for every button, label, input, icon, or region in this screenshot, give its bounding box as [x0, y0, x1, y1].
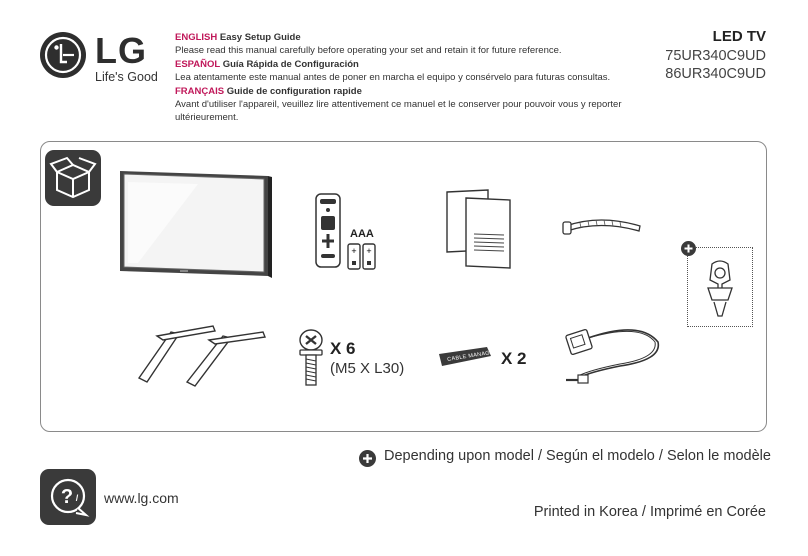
model-note: Depending upon model / Según el modelo / Selon le modèle	[384, 448, 771, 464]
model-number: 75UR340C9UD	[665, 48, 766, 64]
screw-quantity: X 6	[330, 339, 356, 358]
intro-spanish	[175, 58, 635, 84]
svg-text:+: +	[366, 246, 372, 256]
tv-illustration	[118, 168, 273, 283]
lang-code: ESPAÑOL	[175, 59, 221, 70]
cable-management-label: CABLE MANAGEMENT	[446, 347, 511, 363]
screw-spec: (M5 X L30)	[330, 360, 405, 377]
printed-in: Printed in Korea / Imprimé en Corée	[533, 504, 766, 520]
svg-text:/: /	[75, 493, 79, 503]
open-box-icon	[45, 150, 101, 206]
intro-text: Please read this manual carefully before operating your set and retain it for future reference.	[175, 45, 562, 56]
svg-text:?: ?	[60, 486, 74, 508]
cable-management-quantity: X 2	[501, 349, 527, 368]
manual-illustration	[444, 188, 516, 270]
lg-logo-text: LG	[95, 30, 147, 71]
product-type: LED TV	[712, 28, 766, 45]
package-box-tile	[45, 150, 101, 206]
intro-text: Avant d'utiliser l'appareil, veuillez lire attentivement ce manuel et le conserver pour pouvoir vous y reporter ultérieurement.	[175, 99, 622, 123]
intro-english	[175, 31, 635, 57]
cable-holder-illustration	[700, 258, 740, 320]
lang-code: ENGLISH	[175, 32, 218, 43]
svg-text:+: +	[351, 246, 357, 256]
model-number: 86UR340C9UD	[665, 66, 766, 82]
av-cable-illustration	[560, 320, 665, 390]
cable-tie-illustration	[560, 212, 645, 240]
stand-illustration	[137, 318, 267, 398]
guide-title: Guide de configuration rapide	[226, 86, 362, 97]
intro-text: Lea atentamente este manual antes de poner en marcha el equipo y consérvelo para futuras consultas.	[175, 72, 611, 83]
plus-icon	[681, 241, 696, 256]
battery-label: AAA	[350, 228, 374, 240]
lg-logo-mark	[40, 32, 86, 78]
help-question-icon	[40, 469, 96, 525]
support-tile	[40, 469, 96, 525]
website-link[interactable]: www.lg.com	[104, 490, 179, 506]
plus-icon	[359, 450, 376, 467]
guide-title: Easy Setup Guide	[219, 32, 301, 43]
screw-illustration	[296, 328, 326, 390]
lg-tagline: Life's Good	[95, 70, 158, 84]
guide-title: Guía Rápida de Configuración	[222, 59, 359, 70]
lang-code: FRANÇAIS	[175, 86, 225, 97]
lg-face-icon	[40, 32, 86, 78]
intro-french	[175, 85, 635, 124]
plus-glyph-icon	[359, 450, 376, 467]
plus-glyph-icon	[681, 241, 696, 256]
